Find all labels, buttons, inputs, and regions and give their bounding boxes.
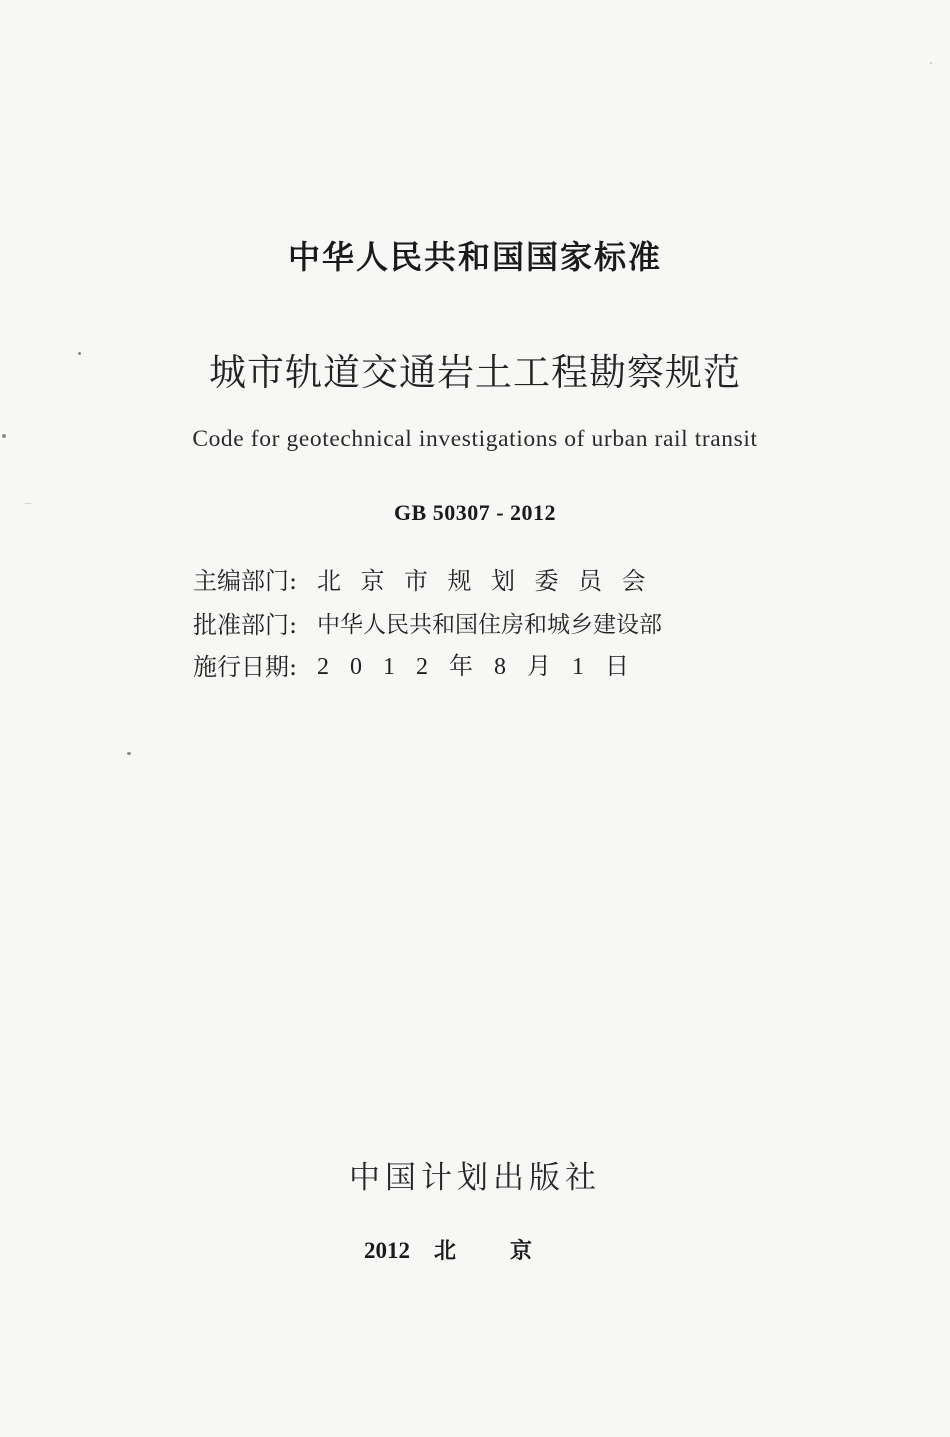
publication-place: [0, 1234, 950, 1265]
title-chinese: 城市轨道交通岩土工程勘察规范: [209, 351, 741, 394]
scan-speck: [127, 752, 131, 755]
title-english: Code for geotechnical investigations of urban rail transit: [192, 426, 758, 452]
scan-speck: [2, 434, 6, 438]
editor-value: 北京市规划委员会: [317, 567, 665, 595]
approver-label: 批准部门:: [193, 611, 298, 639]
publisher-name: 中国计划出版社: [349, 1160, 601, 1196]
publication-year: 2012: [363, 1238, 410, 1263]
date-label: 施行日期:: [193, 653, 298, 681]
approver-value: 中华人民共和国住房和城乡建设部: [317, 612, 662, 638]
scan-speck: [930, 62, 932, 64]
date-value: 2012年8月1日: [317, 654, 650, 680]
standard-series-title: 中华人民共和国国家标准: [287, 238, 662, 276]
scan-speck: [24, 503, 32, 504]
editor-label: 主编部门:: [193, 567, 298, 595]
standard-number: GB 50307 - 2012: [393, 500, 557, 525]
publication-city: 北京: [433, 1239, 586, 1264]
scan-speck: [78, 352, 81, 355]
